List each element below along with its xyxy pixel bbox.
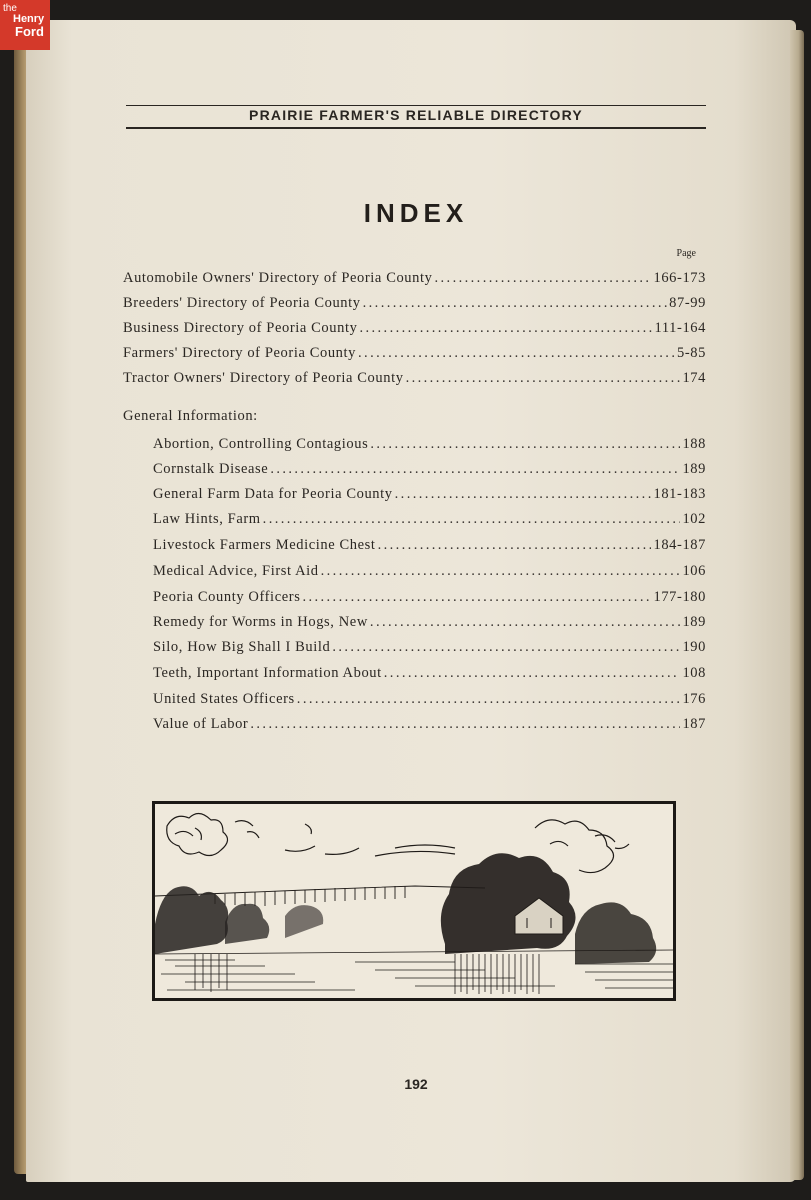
page-column-label: Page bbox=[676, 248, 696, 259]
logo-line-2: Henry bbox=[13, 13, 45, 25]
henry-ford-logo bbox=[0, 0, 50, 50]
index-subentry bbox=[153, 665, 706, 682]
leader-dots bbox=[321, 563, 681, 580]
index-subentry bbox=[153, 589, 706, 606]
entry-name: Business Directory of Peoria County bbox=[123, 320, 358, 336]
entry-page: 166-173 bbox=[653, 270, 706, 286]
index-subentry bbox=[153, 511, 706, 528]
entry-name: Farmers' Directory of Peoria County bbox=[123, 345, 357, 361]
entry-name: United States Officers bbox=[153, 691, 295, 707]
entry-page: 108 bbox=[682, 665, 706, 681]
index-entry bbox=[123, 295, 706, 312]
leader-dots bbox=[332, 639, 680, 656]
entry-page: 111-164 bbox=[654, 320, 706, 336]
leader-dots bbox=[395, 486, 652, 503]
leader-dots bbox=[406, 370, 681, 387]
entry-page: 106 bbox=[682, 563, 706, 579]
logo-line-3: Ford bbox=[15, 24, 44, 39]
entry-name: Silo, How Big Shall I Build bbox=[153, 639, 331, 655]
entry-page: 87-99 bbox=[669, 295, 706, 311]
leader-dots bbox=[358, 345, 675, 362]
index-subentry bbox=[153, 486, 706, 503]
page-number: 192 bbox=[404, 1076, 428, 1092]
entry-page: 189 bbox=[682, 614, 706, 630]
leader-dots bbox=[370, 436, 680, 453]
entry-name: Abortion, Controlling Contagious bbox=[153, 436, 369, 452]
leader-dots bbox=[297, 691, 681, 708]
leader-dots bbox=[378, 537, 652, 554]
page-title: INDEX bbox=[363, 198, 469, 228]
leader-dots bbox=[359, 320, 652, 337]
index-entry bbox=[123, 370, 706, 387]
entry-name: General Farm Data for Peoria County bbox=[153, 486, 393, 502]
entry-page: 184-187 bbox=[653, 537, 706, 553]
index-subentry bbox=[153, 537, 706, 554]
leader-dots bbox=[302, 589, 651, 606]
landscape-illustration bbox=[152, 801, 676, 1001]
entry-page: 5-85 bbox=[677, 345, 706, 361]
landscape-engraving bbox=[155, 804, 673, 998]
index-subentry bbox=[153, 461, 706, 478]
entry-name: Tractor Owners' Directory of Peoria County bbox=[123, 370, 404, 386]
entry-page: 188 bbox=[682, 436, 706, 452]
leader-dots bbox=[250, 716, 680, 733]
entry-name: Medical Advice, First Aid bbox=[153, 563, 319, 579]
header-rule-bottom bbox=[126, 127, 706, 129]
index-subentry bbox=[153, 691, 706, 708]
leader-dots bbox=[370, 614, 681, 631]
entry-page: 177-180 bbox=[653, 589, 706, 605]
entry-page: 174 bbox=[682, 370, 706, 386]
running-head: PRAIRIE FARMER'S RELIABLE DIRECTORY bbox=[249, 107, 583, 123]
entry-page: 176 bbox=[682, 691, 706, 707]
leader-dots bbox=[363, 295, 668, 312]
leader-dots bbox=[435, 270, 652, 287]
entry-name: Peoria County Officers bbox=[153, 589, 301, 605]
leader-dots bbox=[270, 461, 680, 478]
entry-page: 190 bbox=[682, 639, 706, 655]
entry-name: Law Hints, Farm bbox=[153, 511, 261, 527]
leader-dots bbox=[384, 665, 681, 682]
general-information-heading: General Information: bbox=[123, 408, 258, 424]
logo-line-1: the bbox=[3, 3, 17, 14]
entry-name: Breeders' Directory of Peoria County bbox=[123, 295, 361, 311]
page-edge bbox=[790, 30, 804, 1180]
entry-name: Remedy for Worms in Hogs, New bbox=[153, 614, 368, 630]
entry-name: Cornstalk Disease bbox=[153, 461, 269, 477]
entry-name: Value of Labor bbox=[153, 716, 249, 732]
index-entry bbox=[123, 270, 706, 287]
index-subentry bbox=[153, 436, 706, 453]
index-subentry bbox=[153, 563, 706, 580]
entry-page: 102 bbox=[682, 511, 706, 527]
header-rule-top bbox=[126, 105, 706, 106]
index-subentry bbox=[153, 716, 706, 733]
entry-name: Automobile Owners' Directory of Peoria County bbox=[123, 270, 433, 286]
entry-page: 181-183 bbox=[653, 486, 706, 502]
leader-dots bbox=[263, 511, 681, 528]
index-entry bbox=[123, 320, 706, 337]
index-subentry bbox=[153, 614, 706, 631]
entry-page: 189 bbox=[682, 461, 706, 477]
entry-page: 187 bbox=[682, 716, 706, 732]
entry-name: Livestock Farmers Medicine Chest bbox=[153, 537, 376, 553]
index-entry bbox=[123, 345, 706, 362]
entry-name: Teeth, Important Information About bbox=[153, 665, 382, 681]
index-subentry bbox=[153, 639, 706, 656]
